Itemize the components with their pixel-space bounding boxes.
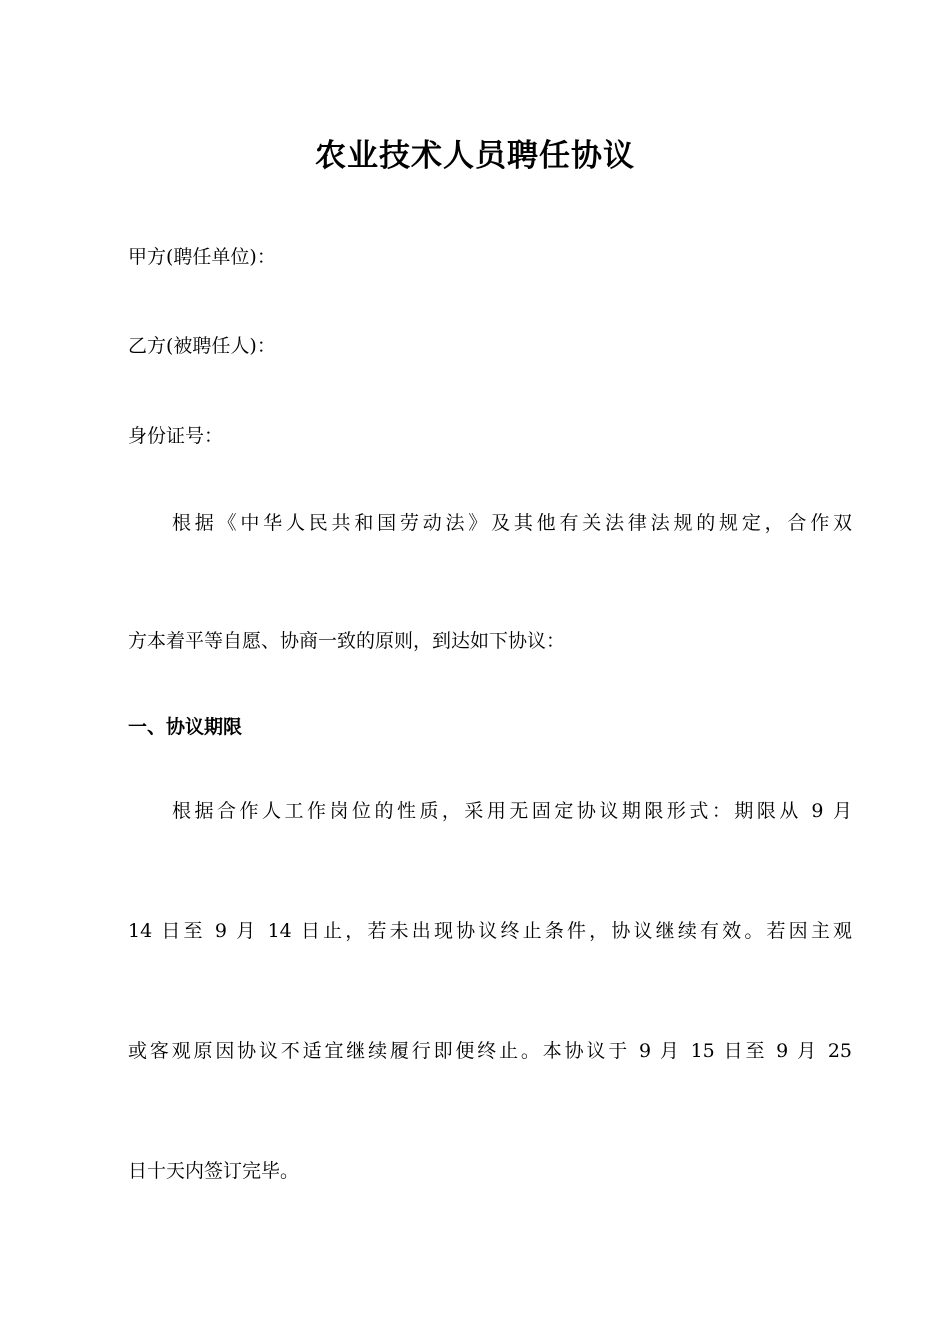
section-1-line-4: 日十天内签订完毕。 (128, 1160, 300, 1182)
party-b-label: 乙方(被聘任人)： (128, 335, 276, 357)
section-1-line-2: 14 日至 9 月 14 日止，若未出现协议终止条件，协议继续有效。若因主观 (128, 920, 852, 942)
intro-line-1: 根据《中华人民共和国劳动法》及其他有关法律法规的规定，合作双 (172, 512, 852, 534)
section-1-heading: 一、协议期限 (128, 716, 243, 738)
document-title: 农业技术人员聘任协议 (315, 138, 635, 174)
intro-line-2: 方本着平等自愿、协商一致的原则，到达如下协议： (128, 630, 566, 652)
id-number-label: 身份证号： (128, 425, 224, 447)
section-1-line-3: 或客观原因协议不适宜继续履行即便终止。本协议于 9 月 15 日至 9 月 25 (128, 1040, 852, 1062)
party-a-label: 甲方(聘任单位)： (128, 246, 276, 268)
section-1-line-1: 根据合作人工作岗位的性质，采用无固定协议期限形式：期限从 9 月 (172, 800, 852, 822)
